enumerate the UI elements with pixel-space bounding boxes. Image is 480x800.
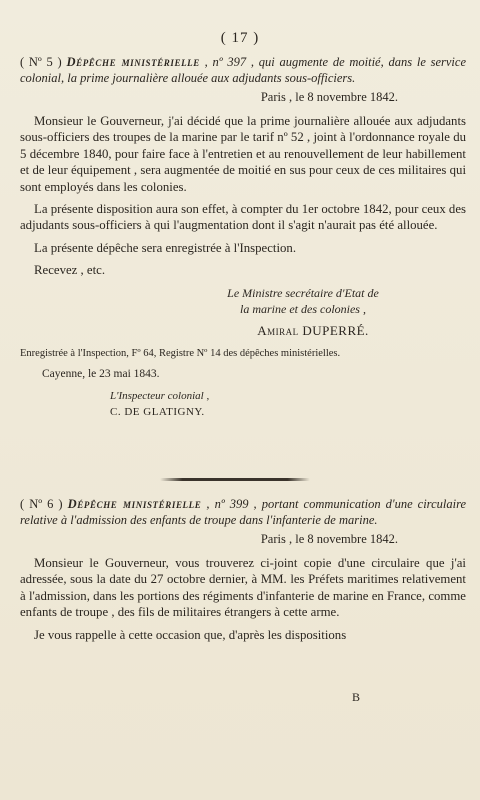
inspector-name: C. DE GLATIGNY.	[110, 405, 205, 418]
dispatch-5-closing: Recevez , etc.	[34, 263, 106, 278]
dispatch-6-paragraph-2: Je vous rappelle à cette occasion que, d'après les dispositions	[34, 627, 347, 642]
dispatch-5-paragraph-1: Monsieur le Gouverneur, j'ai décidé que la prime journalière allouée aux adjudants sous-officiers des troupes de la marine par le tarif nº 52 , joint à l'ordonnance royale du 5 décembre 1840, pour faire face à l'entretien et au renouvellement de leur habillement et de leur équipement , sera augmentée de moitié en sus pour ceux de ces militaires qui sont employés dans les colonies.	[20, 114, 466, 194]
dispatch-5-dateline: Paris , le 8 novembre 1842.	[260, 90, 398, 104]
dispatch-6	[20, 496, 466, 649]
minister-title-line-2: la marine et des colonies ,	[240, 301, 366, 316]
dispatch-6-number: ( Nº 6 )	[20, 497, 63, 511]
dispatch-5-number: ( Nº 5 )	[20, 55, 62, 69]
minister-title	[20, 285, 466, 317]
dispatch-6-heading	[20, 496, 466, 528]
dispatch-5	[20, 54, 466, 419]
page-number: ( 17 )	[220, 30, 260, 46]
minister-title-line-1: Le Ministre secrétaire d'Etat de	[227, 285, 379, 300]
dispatch-5-type: Dépêche ministérielle	[66, 55, 200, 69]
dispatch-5-paragraph-2: La présente disposition aura son effet, à compter du 1er octobre 1842, pour ceux des adjudants sous-officiers à qui l'augmentation dont il s'agit n'aurait pas été allouée.	[20, 202, 466, 233]
dispatch-6-title: , nº 399 , portant communication d'une circulaire relative à l'admission des enfants de troupe dans l'infanterie de marine.	[20, 497, 467, 527]
dispatch-5-paragraph-3: La présente dépêche sera enregistrée à l'Inspection.	[34, 240, 297, 255]
dispatch-6-paragraph-1: Monsieur le Gouverneur, vous trouverez ci-joint copie d'une circulaire que j'ai adressée, sous la date du 27 octobre dernier, à MM. les Préfets maritimes relativement à l'admission, dans les portions des régiments d'infanterie de marine en France, comme enfants de troupe , des fils de militaires étrangers à cette arme.	[20, 556, 466, 620]
minister-signature	[20, 323, 466, 339]
minister-name: DUPERRÉ.	[302, 322, 369, 338]
dispatch-5-title: , nº 397 , qui augmente de moitié, dans le service colonial, la prime journalière allouée aux adjudants sous-officiers.	[20, 55, 467, 85]
dispatch-5-heading	[20, 54, 466, 86]
place-date: Cayenne, le 23 mai 1843.	[42, 367, 160, 380]
inspector-title: L'Inspecteur colonial ,	[110, 389, 210, 402]
signature-mark: B	[351, 690, 360, 704]
section-divider	[160, 478, 310, 481]
dispatch-6-dateline: Paris , le 8 novembre 1842.	[260, 532, 398, 546]
dispatch-6-type: Dépêche ministérielle	[67, 497, 202, 511]
minister-rank: Amiral	[257, 322, 299, 338]
registration-note: Enregistrée à l'Inspection, Fº 64, Registre Nº 14 des dépêches ministérielles.	[20, 347, 341, 359]
